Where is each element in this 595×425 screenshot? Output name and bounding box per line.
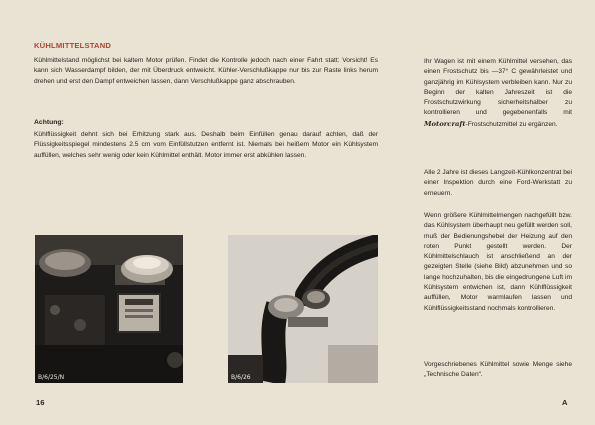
caution-paragraph: Kühlflüssigkeit dehnt sich bei Erhitzung stark aus. Deshalb beim Einfüllen genau darauf achten, daß der Flüssigkeitsspiegel mindestens 2.5 cm vom Einfüllstutzen entfernt ist. Niemals bei heißem Motor ein Kühlsystem auffüllen, welches sehr wenig oder kein Kühlmittel enthält. Motor immer erst abkühlen lassen. xyxy=(34,131,378,159)
photo-caption: B/6/25/N xyxy=(38,374,65,381)
photo-caption: B/6/26 xyxy=(231,374,251,381)
antifreeze-paragraph xyxy=(424,57,572,130)
motorcraft-logo: Motorcraft xyxy=(424,119,466,128)
paragraph-text: Ihr Wagen ist mit einem Kühlmittel versehen, das einen Frostschutz bis —37° C gewährleistet und ganzjährig im Kühlsystem verbleiben kann. Nur zu Beginn der kalten Jahreszeit ist die Frostschutzwirkung sicherheitshalber zu kontrollieren und gegebenenfalls mit xyxy=(424,58,572,117)
technical-data-paragraph: Vorgeschriebenes Kühlmittel sowie Menge siehe „Technische Daten“. xyxy=(424,361,572,379)
main-paragraph: Kühlmittelstand möglichst bei kaltem Motor prüfen. Findet die Kontrolle jedoch nach einer Fahrt statt: Vorsicht! Es kann sich Wasserdampf bilden, der mit Überdruck entweicht. Kühler-Verschlußkappe nur bis zur Raste links herum drehen und erst den Dampf entweichen lassen, dann Verschlußkappe ganz abschrauben. xyxy=(34,57,378,85)
radiator-cap-photo xyxy=(35,235,183,383)
section-heading: KÜHLMITTELSTAND xyxy=(34,41,112,50)
replacement-paragraph: Alle 2 Jahre ist dieses Langzeit-Kühlkonzentrat bei einer Inspektion durch eine Ford-Werkstatt zu erneuern. xyxy=(424,169,572,197)
coolant-hose-photo xyxy=(228,235,378,383)
paragraph-text: -Frostschutzmittel zu ergänzen. xyxy=(465,120,558,128)
refill-paragraph: Wenn größere Kühlmittelmengen nachgefüllt bzw. das Kühlsystem überhaupt neu gefüllt werden soll, muß der Bedienungshebel der Heizung auf den roten Punkt gestellt werden. Der Kühlmittelschlauch ist anschließend an der gezeigten Stelle (siehe Bild) abzunehmen und so lange hochzuhalten, bis die eingedrungene Luft im Kühlsystem entwichen ist, dann Kühlflüssigkeit auffüllen, Motor warmlaufen lassen und Kühlflüssigkeitsstand nochmals kontrollieren. xyxy=(424,212,572,312)
page-letter: A xyxy=(562,398,568,407)
caution-title: Achtung: xyxy=(34,119,64,126)
page-number: 16 xyxy=(36,398,45,407)
